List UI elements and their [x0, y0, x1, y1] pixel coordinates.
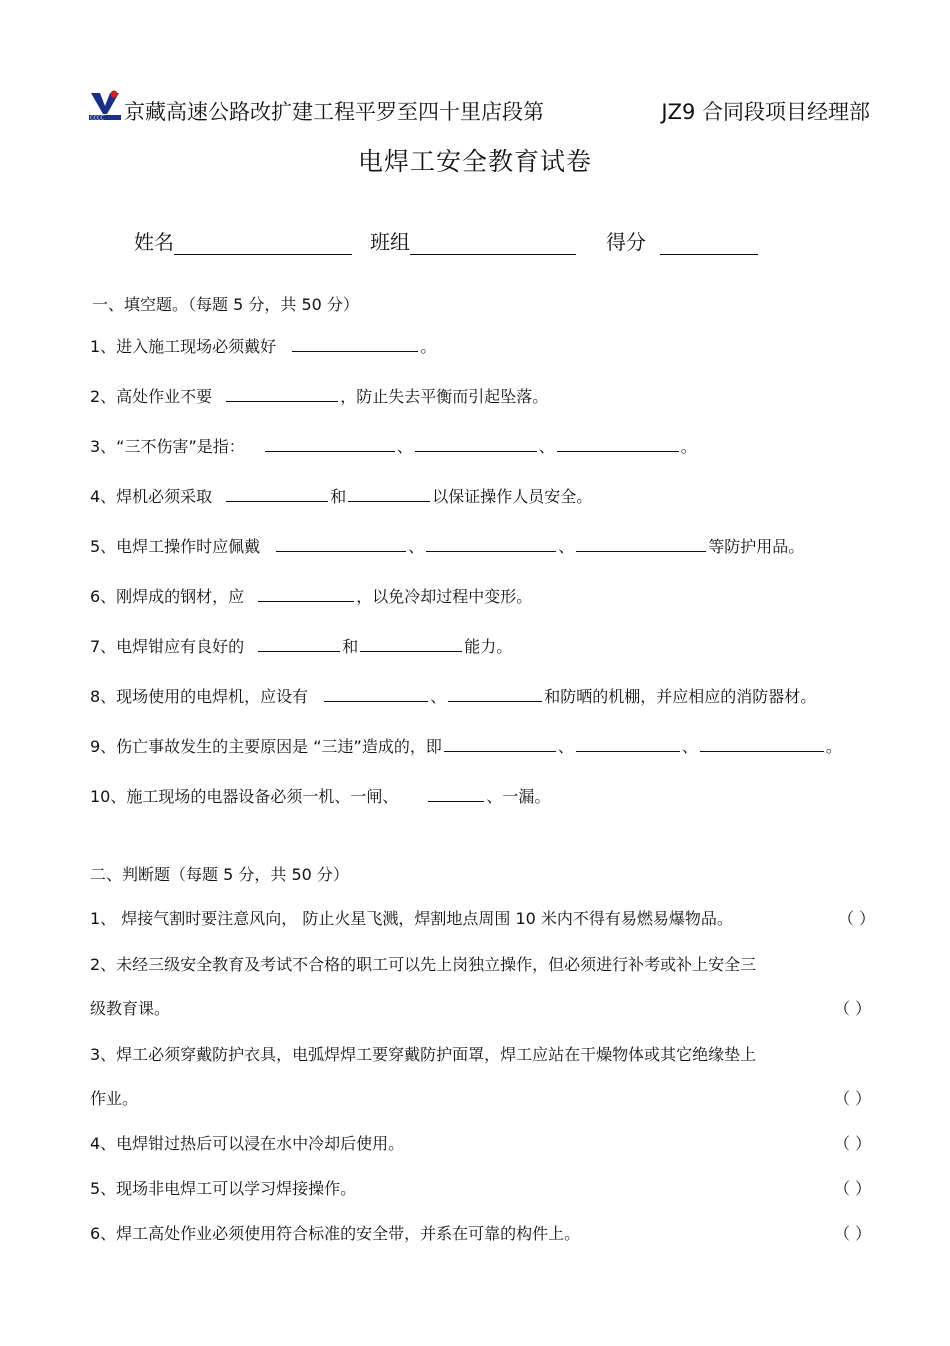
answer-blank[interactable]	[265, 435, 395, 452]
question-text: 7、电焊钳应有良好的	[90, 637, 245, 656]
question-9	[90, 734, 842, 757]
answer-blank[interactable]	[557, 435, 679, 452]
separator: 、	[557, 737, 574, 756]
question-text: 。	[825, 737, 842, 756]
answer-bracket[interactable]: （ ）	[834, 1179, 872, 1198]
team-field	[370, 226, 576, 255]
answer-bracket[interactable]: （ ）	[834, 1089, 872, 1108]
question-text: 4、焊机必须采取	[90, 487, 213, 506]
name-field	[134, 226, 352, 255]
answer-blank[interactable]	[444, 735, 556, 752]
question-text: 以保证操作人员安全。	[432, 487, 593, 506]
section-true-false-title: 二、判断题（每题 5 分，共 50 分）	[90, 865, 349, 884]
team-blank[interactable]	[410, 234, 576, 255]
question-text: 5、电焊工操作时应佩戴	[90, 537, 261, 556]
separator: 、	[396, 437, 413, 456]
answer-blank[interactable]	[348, 485, 430, 502]
answer-blank[interactable]	[415, 435, 537, 452]
question-5	[90, 534, 804, 557]
document-header	[88, 88, 878, 124]
answer-blank[interactable]	[258, 635, 340, 652]
answer-blank[interactable]	[360, 635, 462, 652]
name-blank[interactable]	[174, 234, 352, 255]
question-2	[90, 384, 548, 407]
score-field	[606, 226, 758, 255]
answer-blank[interactable]	[448, 685, 542, 702]
question-text: 3、“三不伤害”是指：	[90, 437, 245, 456]
tf-question-4: 4、电焊钳过热后可以浸在水中冷却后使用。	[90, 1134, 405, 1153]
question-10	[90, 784, 550, 807]
question-text: 等防护用品。	[708, 537, 805, 556]
answer-blank[interactable]	[226, 385, 338, 402]
answer-blank[interactable]	[426, 535, 556, 552]
answer-blank[interactable]	[258, 585, 354, 602]
question-text: 、一漏。	[486, 787, 551, 806]
svg-text:CCCC: CCCC	[90, 115, 104, 122]
tf-question-3-line-2: 作业。	[90, 1089, 139, 1108]
question-4	[90, 484, 592, 507]
question-text: 能力。	[464, 637, 513, 656]
answer-blank[interactable]	[292, 335, 418, 352]
question-text: 。	[420, 337, 437, 356]
question-text: 8、现场使用的电焊机，应设有	[90, 687, 309, 706]
answer-bracket[interactable]: （ ）	[834, 1134, 872, 1153]
separator: 、	[538, 437, 555, 456]
answer-blank[interactable]	[576, 735, 680, 752]
separator: 、	[681, 737, 698, 756]
question-text: 9、伤亡事故发生的主要原因是 “三违”造成的，即	[90, 737, 442, 756]
tf-question-1: 1、 焊接气割时要注意风向， 防止火星飞溅，焊割地点周围 10 米内不得有易燃易爆物品。	[90, 909, 733, 928]
tf-question-2-line-2: 级教育课。	[90, 999, 171, 1018]
separator: 和	[342, 637, 359, 656]
question-text: ，以免冷却过程中变形。	[356, 587, 533, 606]
separator: 、	[558, 537, 575, 556]
question-text: 10、施工现场的电器设备必须一机、一闸、	[90, 787, 399, 806]
tf-question-3-line-1: 3、焊工必须穿戴防护衣具，电弧焊焊工要穿戴防护面罩，焊工应站在干燥物体或其它绝缘垫上	[90, 1045, 757, 1064]
company-logo-icon	[88, 88, 122, 122]
separator: 和	[330, 487, 347, 506]
page-title: 电焊工安全教育试卷	[357, 147, 592, 176]
tf-question-5: 5、现场非电焊工可以学习焊接操作。	[90, 1179, 357, 1198]
question-text: 和防晒的机棚，并应相应的消防器材。	[544, 687, 817, 706]
answer-bracket[interactable]: （ ）	[838, 909, 876, 928]
separator: 、	[408, 537, 425, 556]
question-text: 。	[680, 437, 697, 456]
score-blank[interactable]	[660, 234, 758, 255]
answer-blank[interactable]	[276, 535, 406, 552]
answer-blank[interactable]	[428, 785, 484, 802]
answer-blank[interactable]	[226, 485, 328, 502]
question-text: ，防止失去平衡而引起坠落。	[340, 387, 549, 406]
tf-question-2-line-1: 2、未经三级安全教育及考试不合格的职工可以先上岗独立操作，但必须进行补考或补上安全三	[90, 955, 757, 974]
question-1	[90, 334, 436, 357]
question-7	[90, 634, 512, 657]
question-text: 2、高处作业不要	[90, 387, 213, 406]
answer-bracket[interactable]: （ ）	[834, 999, 872, 1018]
header-department: JZ9 合同段项目经理部	[661, 100, 870, 124]
score-label: 得分	[606, 230, 646, 254]
answer-bracket[interactable]: （ ）	[834, 1224, 872, 1243]
name-label: 姓名	[134, 230, 174, 254]
question-text: 6、刚焊成的钢材，应	[90, 587, 245, 606]
answer-blank[interactable]	[700, 735, 824, 752]
section-fill-blank-title: 一、填空题。（每题 5 分，共 50 分）	[92, 295, 359, 314]
question-3	[90, 434, 697, 457]
team-label: 班组	[370, 230, 410, 254]
question-6	[90, 584, 532, 607]
question-8	[90, 684, 816, 707]
question-text: 1、进入施工现场必须戴好	[90, 337, 277, 356]
separator: 、	[430, 687, 447, 706]
header-project-name: 京藏高速公路改扩建工程平罗至四十里店段第	[124, 100, 544, 124]
answer-blank[interactable]	[324, 685, 428, 702]
answer-blank[interactable]	[576, 535, 706, 552]
tf-question-6: 6、焊工高处作业必须使用符合标准的安全带，并系在可靠的构件上。	[90, 1224, 581, 1243]
